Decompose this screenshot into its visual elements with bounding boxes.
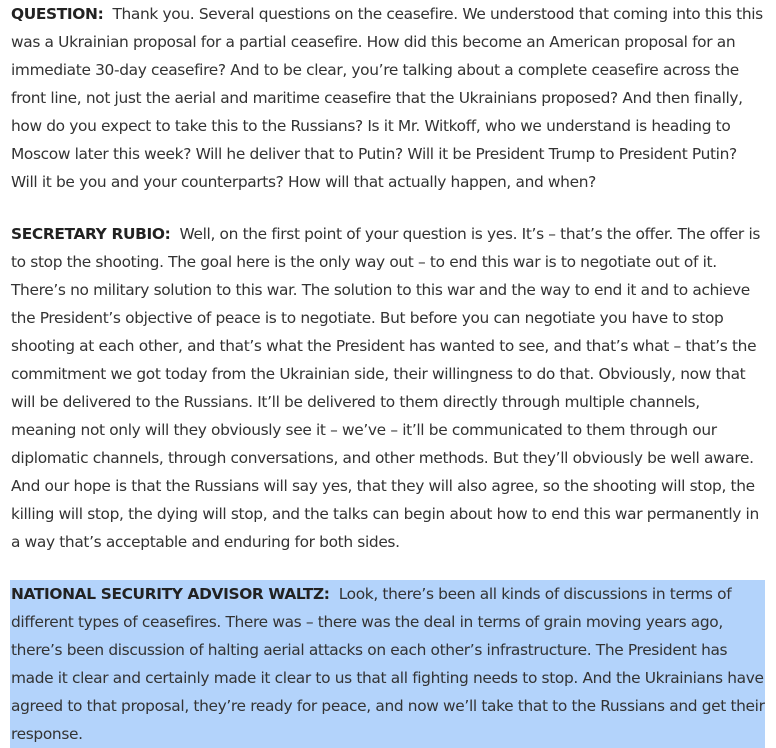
speaker-label: NATIONAL SECURITY ADVISOR WALTZ:: [11, 585, 330, 603]
paragraph-text: Thank you. Several questions on the ceasefire. We understood that coming into this this was a Ukrainian proposal for a partial ceasefire. How did this become an American proposal for an immediate 30-day ceasefire? And to be clear, you’re talking about a complete ceasefire across the front line, not just the aerial and maritime ceasefire that the Ukrainians proposed? And then finally, how do you expect to take this to the Russians? Is it Mr. Witkoff, who we understand is heading to Moscow later this week? Will he deliver that to Putin? Will it be President Trump to President Putin? Will it be you and your counterparts? How will that actually happen, and when?: [11, 5, 763, 191]
question-paragraph: [11, 0, 765, 196]
paragraph-text: Look, there’s been all kinds of discussions in terms of different types of ceasefires. There was – there was the deal in terms of grain moving years ago, there’s been discussion of halting aerial attacks on each other’s infrastructure. The President has made it clear and certainly made it clear to us that all fighting needs to stop. And the Ukrainians have agreed to that proposal, they’re ready for peace, and now we’ll take that to the Russians and get their response.: [11, 585, 765, 743]
speaker-label: SECRETARY RUBIO:: [11, 225, 171, 243]
rubio-paragraph: [11, 220, 765, 556]
speaker-label: QUESTION:: [11, 5, 104, 23]
waltz-paragraph-selected[interactable]: [10, 580, 765, 748]
transcript-body: [11, 0, 765, 748]
paragraph-text: Well, on the first point of your question is yes. It’s – that’s the offer. The offer is to stop the shooting. The goal here is the only way out – to end this war is to negotiate out of it. There’s no military solution to this war. The solution to this war and the way to end it and to achieve the President’s objective of peace is to negotiate. But before you can negotiate you have to stop shooting at each other, and that’s what the President has wanted to see, and that’s what – that’s the commitment we got today from the Ukrainian side, their willingness to do that. Obviously, now that will be delivered to the Russians. It’ll be delivered to them directly through multiple channels, meaning not only will they obviously see it – we’ve – it’ll be communicated to them through our diplomatic channels, through conversations, and other methods. But they’ll obviously be well aware. And our hope is that the Russians will say yes, that they will also agree, so the shooting will stop, the killing will stop, the dying will stop, and the talks can begin about how to end this war permanently in a way that’s acceptable and enduring for both sides.: [11, 225, 761, 551]
